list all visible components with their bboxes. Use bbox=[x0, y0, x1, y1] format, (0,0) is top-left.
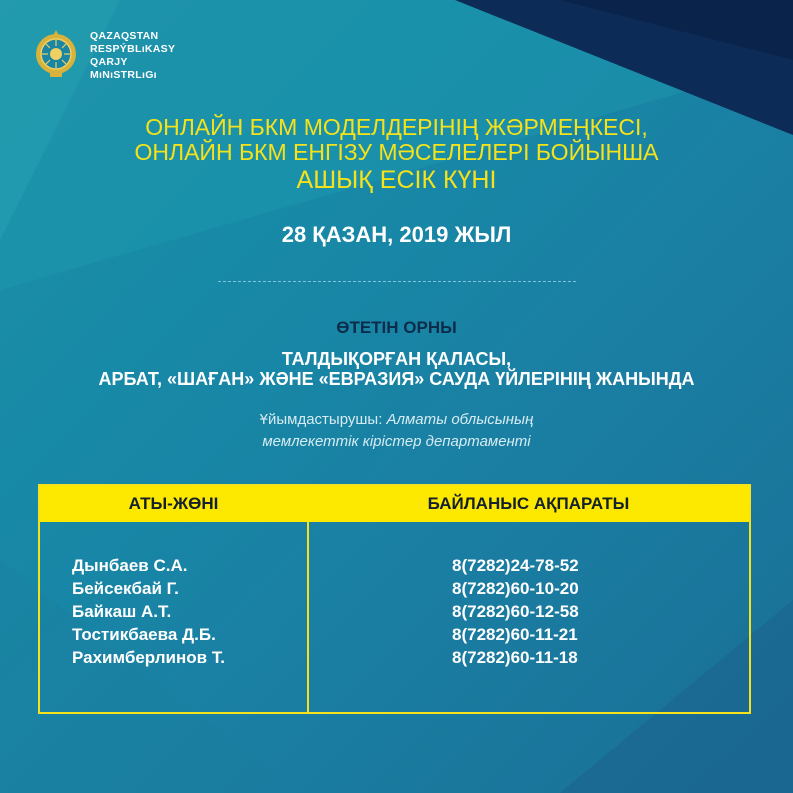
dashed-divider bbox=[218, 281, 576, 282]
state-emblem-icon bbox=[32, 28, 80, 80]
contact-phone: 8(7282)60-11-18 bbox=[452, 648, 578, 667]
organizer-line-2: мемлекеттік кірістер департаменті bbox=[262, 433, 531, 450]
org-line-3: QARJY bbox=[90, 56, 128, 68]
venue-line-1: ТАЛДЫҚОРҒАН ҚАЛАСЫ, bbox=[281, 349, 512, 369]
contact-phone: 8(7282)60-10-20 bbox=[452, 579, 579, 598]
organizer-info bbox=[0, 409, 793, 453]
title-line-1: ОНЛАЙН БКМ МОДЕЛДЕРІНІҢ ЖӘРМЕҢКЕСІ, bbox=[145, 114, 648, 140]
column-divider bbox=[307, 522, 309, 714]
table-header bbox=[40, 486, 749, 522]
contact-phone: 8(7282)60-12-58 bbox=[452, 602, 579, 621]
contact-name: Бейсекбай Г. bbox=[72, 579, 179, 598]
contact-name: Рахимберлинов Т. bbox=[72, 648, 226, 667]
organization-name bbox=[90, 30, 175, 82]
org-line-1: QAZAQSTAN bbox=[90, 30, 159, 42]
contact-name: Дынбаев С.А. bbox=[72, 556, 188, 575]
title-line-3: АШЫҚ ЕСІК КҮНІ bbox=[296, 166, 497, 194]
contact-phone: 8(7282)24-78-52 bbox=[452, 556, 579, 575]
phones-column bbox=[452, 554, 579, 669]
contact-name: Тостикбаева Д.Б. bbox=[72, 625, 216, 644]
contact-phone: 8(7282)60-11-21 bbox=[452, 625, 578, 644]
organizer-line-1: Алматы облысының bbox=[386, 411, 534, 428]
event-date: 28 ҚАЗАН, 2019 ЖЫЛ bbox=[281, 222, 512, 247]
venue-label: ӨТЕТІН ОРНЫ bbox=[336, 318, 457, 337]
title-line-2: ОНЛАЙН БКМ ЕНГІЗУ МӘСЕЛЕЛЕРІ БОЙЫНША bbox=[134, 139, 659, 165]
venue-line-2: АРБАТ, «ШАҒАН» ЖӘНЕ «ЕВРАЗИЯ» САУДА ҮЙЛЕРІНІҢ ЖАНЫНДА bbox=[98, 369, 695, 389]
contact-name: Байкаш А.Т. bbox=[72, 602, 172, 621]
org-line-4: MıNıSTRLıGı bbox=[90, 69, 157, 81]
header-name: АТЫ-ЖӨНІ bbox=[128, 494, 219, 513]
header-contact: БАЙЛАНЫС АҚПАРАТЫ bbox=[427, 494, 630, 513]
names-column bbox=[72, 554, 225, 669]
contact-table bbox=[38, 484, 751, 714]
organizer-label: Ұйымдастырушы: bbox=[259, 411, 383, 428]
org-line-2: RESPÝBLıKASY bbox=[90, 43, 176, 55]
